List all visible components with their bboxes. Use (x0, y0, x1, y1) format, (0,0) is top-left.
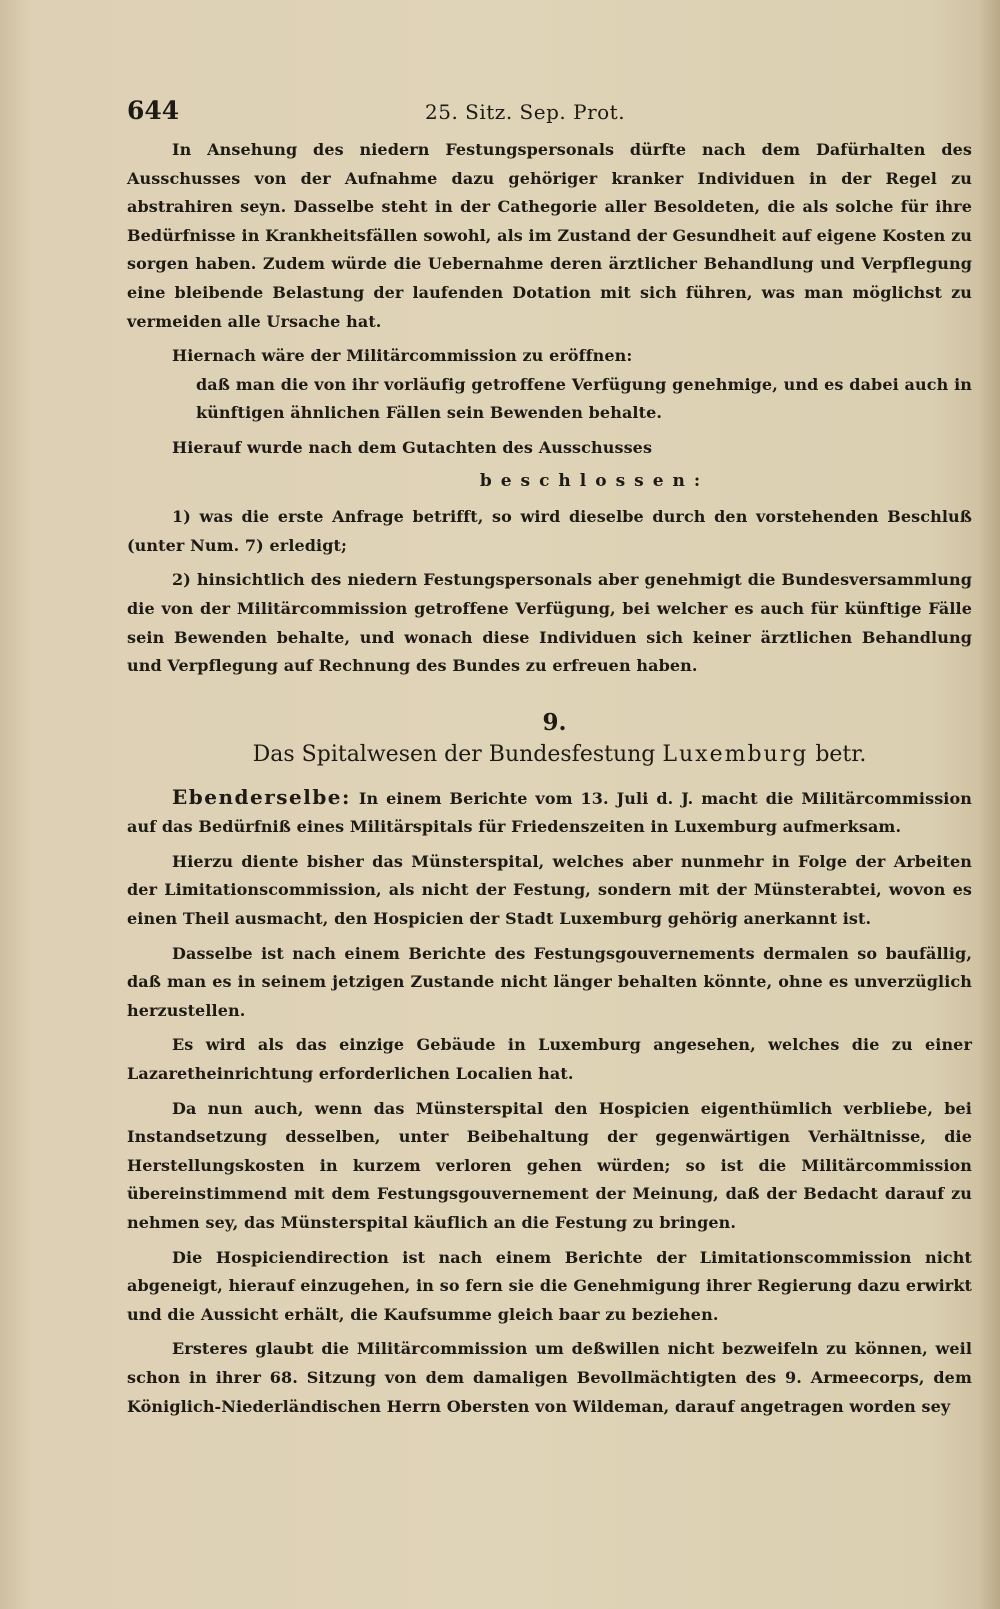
page-header (127, 90, 972, 136)
section-title-prefix: Das Spitalwesen der Bundesfestung (252, 741, 656, 767)
page-edge-shadow (978, 0, 1000, 1609)
section-title (127, 742, 972, 767)
section-paragraph-report-text: In einem Berichte vom 13. Juli d. J. macht die Militärcommission auf das Bedürfniß eines Militärspitals für Friedenszeiten in Luxemburg aufmerksam. (127, 788, 972, 837)
section-lead: Ebenderselbe: (172, 784, 351, 809)
section-paragraph-hospicien: Da nun auch, wenn das Münsterspital den Hospicien eigenthümlich verbliebe, bei Instandsetzung desselben, unter Beibehaltung der gegenwärtigen Verhältnisse, die Herstellungskosten in kurzem verloren gehen würden; so ist die Militärcommission übereinstimmend mit dem Festungsgouvernement der Meinung, daß der Bedacht darauf zu nehmen sey, das Münsterspital käuflich an die Festung zu bringen. (127, 1098, 972, 1232)
paragraph-hiernach: Hiernach wäre der Militärcommission zu eröffnen: (172, 346, 633, 366)
resolution-item-1: 1) was die erste Anfrage betrifft, so wird dieselbe durch den vorstehenden Beschluß (unter Num. 7) erledigt; (127, 507, 972, 555)
section-paragraph-muensterspital: Hierzu diente bisher das Münsterspital, welches aber nunmehr in Folge der Arbeiten der Limitationscommission, als nicht der Festung, sondern mit der Münsterabtei, wovon es einen Theil ausmacht, den Hospicien der Stadt Luxemburg gehörig anerkannt ist. (127, 851, 972, 929)
page-number: 644 (127, 96, 180, 125)
section-paragraph-direction: Die Hospiciendirection ist nach einem Berichte der Limitationscommission nicht abgeneigt, hierauf einzugehen, in so fern sie die Genehmigung ihrer Regierung dazu erwirkt und die Aussicht erhält, die Kaufsumme gleich baar zu beziehen. (127, 1247, 972, 1324)
section-paragraph-ersteres: Ersteres glaubt die Militärcommission um deßwillen nicht bezweifeln zu können, weil schon in ihrer 68. Sitzung von dem damaligen Bevollmächtigten des 9. Armeecorps, dem Königlich-Niederländischen Herrn Obersten von Wildeman, darauf angetragen worden sey (127, 1339, 972, 1416)
section-paragraph-gebaeude: Es wird als das einzige Gebäude in Luxemburg angesehen, welches die zu einer Lazaretheinrichtung erforderlichen Localien hat. (127, 1035, 972, 1084)
section-title-place: Luxemburg (662, 741, 809, 767)
page-content (127, 90, 972, 1421)
resolution-heading: beschlossen: (479, 470, 710, 491)
paragraph-dass: daß man die von ihr vorläufig getroffene Verfügung genehmige, und es dabei auch in künftigen ähnlichen Fällen sein Bewenden behalte. (196, 374, 972, 423)
section-title-suffix: betr. (815, 741, 867, 767)
paragraph-hierauf: Hierauf wurde nach dem Gutachten des Ausschusses (172, 437, 653, 457)
resolution-item-2: 2) hinsichtlich des niedern Festungspersonals aber genehmigt die Bundesversammlung die von der Militärcommission getroffene Verfügung, bei welcher es auch für künftige Fälle sein Bewenden behalte, und wonach diese Individuen sich keiner ärztlichen Behandlung und Verpflegung auf Rechnung des Bundes zu erfreuen haben. (127, 570, 972, 676)
section-paragraph-report (127, 783, 972, 842)
section-number: 9. (542, 708, 567, 736)
running-head: 25. Sitz. Sep. Prot. (425, 100, 626, 124)
section-paragraph-baufaellig: Dasselbe ist nach einem Berichte des Festungsgouvernements dermalen so baufällig, daß man es in seinem jetzigen Zustande nicht länger behalten könnte, ohne es unverzüglich herzustellen. (127, 943, 972, 1020)
paragraph-personnel: In Ansehung des niedern Festungspersonals dürfte nach dem Dafürhalten des Ausschusses von der Aufnahme dazu gehöriger kranker Individuen in der Regel zu abstrahiren seyn. Dasselbe steht in der Cathegorie aller Besoldeten, die als solche für ihre Bedürfnisse in Krankheitsfällen sowohl, als im Zustand der Gesundheit auf eigene Kosten zu sorgen haben. Zudem würde die Uebernahme deren ärztlicher Behandlung und Verpflegung eine bleibende Belastung der laufenden Dotation mit sich führen, was man möglichst zu vermeiden alle Ursache hat. (127, 140, 972, 331)
